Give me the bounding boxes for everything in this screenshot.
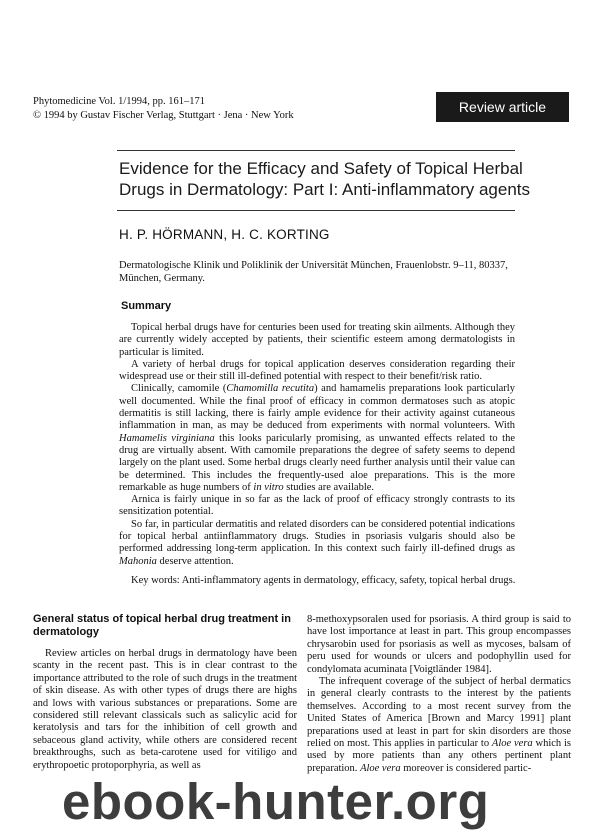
- affiliation: Dermatologische Klinik und Poliklinik der Universität München, Frauenlobstr. 9–11, 80337, München, Germany.: [119, 260, 508, 284]
- summary-paragraph: So far, in particular dermatitis and related disorders can be considered potential indications for topical herbal antiinflammatory drugs. Studies in psoriasis vulgaris should also be performed addressing long-term application. In this context such fairly ill-defined drugs as Mahonia deserve attention.: [119, 518, 515, 567]
- article-title-line-2: Drugs in Dermatology: Part I: Anti-inflammatory agents: [119, 180, 530, 199]
- summary-body: [119, 322, 515, 568]
- right-column: [307, 614, 571, 775]
- keywords: Key words: Anti-inflammatory agents in dermatology, efficacy, safety, topical herbal drugs.: [131, 575, 516, 586]
- journal-copyright: © 1994 by Gustav Fischer Verlag, Stuttgart · Jena · New York: [33, 109, 294, 121]
- title-bottom-rule: [117, 210, 515, 211]
- species-name: Aloe vera: [360, 762, 401, 774]
- body-paragraph: Review articles on herbal drugs in dermatology have been scanty in the recent past. This is in clear contrast to the importance attributed to the role of such drugs in the treatment of skin disease. As with other types of drugs there are highs and lows with various substances or preparations. Some are considered still relevant classicals such as salicylic acid for keratolysis and tars for the inhibition of cell growth and sebaceous gland activity, while others are considered recent breakthroughs, such as beta-carotene used for vitiligo and erythropoetic protoporphyria, as well as: [33, 648, 297, 771]
- journal-volume: Phytomedicine Vol. 1/1994, pp. 161–171: [33, 96, 205, 107]
- section-heading: General status of topical herbal drug treatment in dermatology: [33, 613, 291, 638]
- summary-paragraph: Clinically, camomile (Chamomilla recutita) and hamamelis preparations look particularly well documented. While the final proof of efficacy in common dermatoses such as atopic dermatitis is still lacking, there is fairly ample evidence for their activity against cutaneous inflammation in man, as may be deduced from experiments with normal volunteers. With Hamamelis virginiana this looks paricularly promising, as unwanted effects related to the drug are virtually absent. With camomile preparations the degree of safety seems to depend largely on the plant used. Some herbal drugs clearly need further analysis until their value can be determined. This includes the frequently-used aloe preparations. This is the more remarkable as huge numbers of in vitro studies are available.: [119, 383, 515, 493]
- species-name: Aloe vera: [491, 738, 533, 750]
- article-type-badge: Review article: [436, 92, 569, 122]
- summary-heading: Summary: [121, 300, 172, 312]
- body-paragraph: The infrequent coverage of the subject of herbal dermatics in general clearly contrasts to the interest by the patients themselves. According to a most recent survey from the United States of America [Brown and Marcy 1991] plant preparations used at least in part for skin disorders are those relied on most. This applies in particular to Aloe vera which is used by more patients than any others pertinent plant preparation. Aloe vera moreover is considered partic-: [307, 676, 571, 774]
- species-name: Chamomilla recutita: [226, 383, 315, 395]
- journal-citation: [33, 95, 294, 122]
- latin-term: in vitro: [253, 481, 284, 493]
- species-name: Hamamelis virginiana: [119, 432, 215, 444]
- article-title-line-1: Evidence for the Efficacy and Safety of Topical Herbal: [119, 159, 523, 178]
- watermark: ebook-hunter.org: [62, 773, 490, 830]
- title-top-rule: [117, 150, 515, 151]
- authors: H. P. HÖRMANN, H. C. KORTING: [119, 227, 330, 242]
- summary-paragraph: A variety of herbal drugs for topical application deserves consideration regarding their widespread use or their still ill-defined potential with respect to their benefit/risk ratio.: [119, 358, 515, 383]
- summary-paragraph: Arnica is fairly unique in so far as the lack of proof of efficacy strongly contrasts to its sensitization potential.: [119, 494, 515, 518]
- left-column: [33, 648, 297, 772]
- article-title: [119, 158, 530, 200]
- summary-paragraph: Topical herbal drugs have for centuries been used for treating skin ailments. Although they are currently widely accepted by patients, their scientific esteem among dermatologists in particular is limited.: [119, 322, 515, 358]
- body-paragraph: 8-methoxypsoralen used for psoriasis. A third group is said to have lost importance at least in part. This group encompasses chrysarobin used for psoriasis as well as mycoses, balsam of peru used for wounds or ulcers and podophyllin used for condylomata acuminata [Voigtländer 1984].: [307, 614, 571, 675]
- species-name: Mahonia: [119, 555, 157, 567]
